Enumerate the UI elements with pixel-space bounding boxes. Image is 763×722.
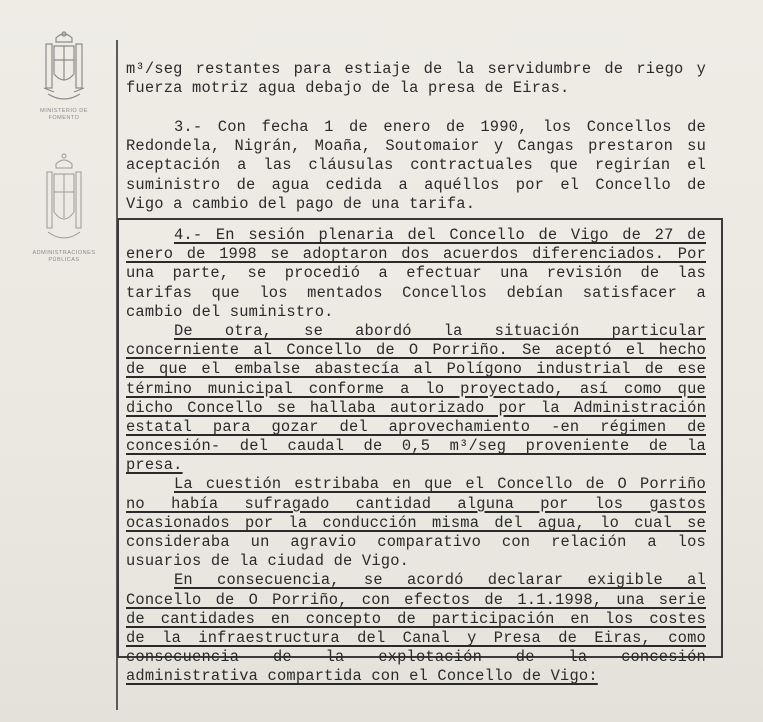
text-line: En consecuencia, se acordó declarar exigible al [174,571,706,590]
text-line: fuerza motriz agua debajo de la presa de Eiras. [126,79,570,98]
text-line: aceptación a las cláusulas contractuales que regirían el [126,156,706,175]
text-line: no había sufragado cantidad alguna por los gastos [126,494,706,513]
text-line: una parte, se procedió a efectuar una revisión de las [126,264,706,283]
text-line: ocasionados por la conducción misma del agua, lo cual se [126,513,706,532]
emblem-label-line: PÚBLICAS [48,257,80,263]
text-line: consecuencia de la explotación de la concesión [126,648,706,667]
paragraph-top [126,60,706,98]
text-line: consideraba un agravio comparativo con relación a los [126,533,706,551]
coat-of-arms-icon [42,30,86,108]
highlighted-box [117,218,723,686]
paragraph-4 [126,226,706,687]
text-line: usuarios de la ciudad de Vigo. [126,552,410,571]
text-line: término municipal conforme a lo proyectado, así como que [126,379,706,398]
emblem-label-line: MINISTERIO DE [40,108,88,114]
text-line: tarifas que los mentados Concellos debían satisfacer a [126,283,706,302]
text-line: enero de 1998 se adoptaron dos acuerdos diferenciados. Por [126,245,706,264]
text-line: concerniente al Concello de O Porriño. Se aceptó el hecho [126,341,706,360]
text-line: dicho Concello se hallaba autorizado por la Administración [126,398,706,417]
text-line: m³/seg restantes para estiaje de la servidumbre de riego y [126,60,706,78]
text-line: Concello de O Porriño, con efectos de 1.1.1998, una serie [126,590,706,609]
text-line: De otra, se abordó la situación particular [174,321,706,340]
text-line: Redondela, Nigrán, Moaña, Soutomaior y Cangas prestaron su [126,137,706,156]
coat-of-arms-icon [44,150,84,250]
text-line: 4.- En sesión plenaria del Concello de Vigo de 27 de [174,226,706,244]
text-line: presa. [126,456,183,475]
text-line: de que el embalse abastecía al Polígono industrial de ese [126,360,706,379]
text-line: estatal para gozar del aprovechamiento -en régimen de [126,417,706,436]
text-line: suministro de agua cedida a aquéllos por el Concello de [126,175,706,194]
emblem-label-line: ADMINISTRACIONES [32,250,96,256]
text-line: de la infraestructura del Canal y Presa de Eiras, como [126,628,706,647]
text-line: concesión- del caudal de 0,5 m³/seg proveniente de la [126,437,706,456]
coat-of-arms-emblem [30,30,98,122]
text-line: administrativa compartida con el Concello de Vigo: [126,667,598,686]
text-line: cambio del suministro. [126,302,334,321]
coat-of-arms-emblem-2 [30,150,98,264]
text-line: 3.- Con fecha 1 de enero de 1990, los Concellos de [174,118,706,136]
text-line: de cantidades en concepto de participación en los costes [126,609,706,628]
emblem-label-line: FOMENTO [48,115,80,121]
text-line: Vigo a cambio del pago de una tarifa. [126,194,476,213]
text-line: La cuestión estribaba en que el Concello de O Porriño [174,475,706,494]
paragraph-3 [126,118,706,214]
